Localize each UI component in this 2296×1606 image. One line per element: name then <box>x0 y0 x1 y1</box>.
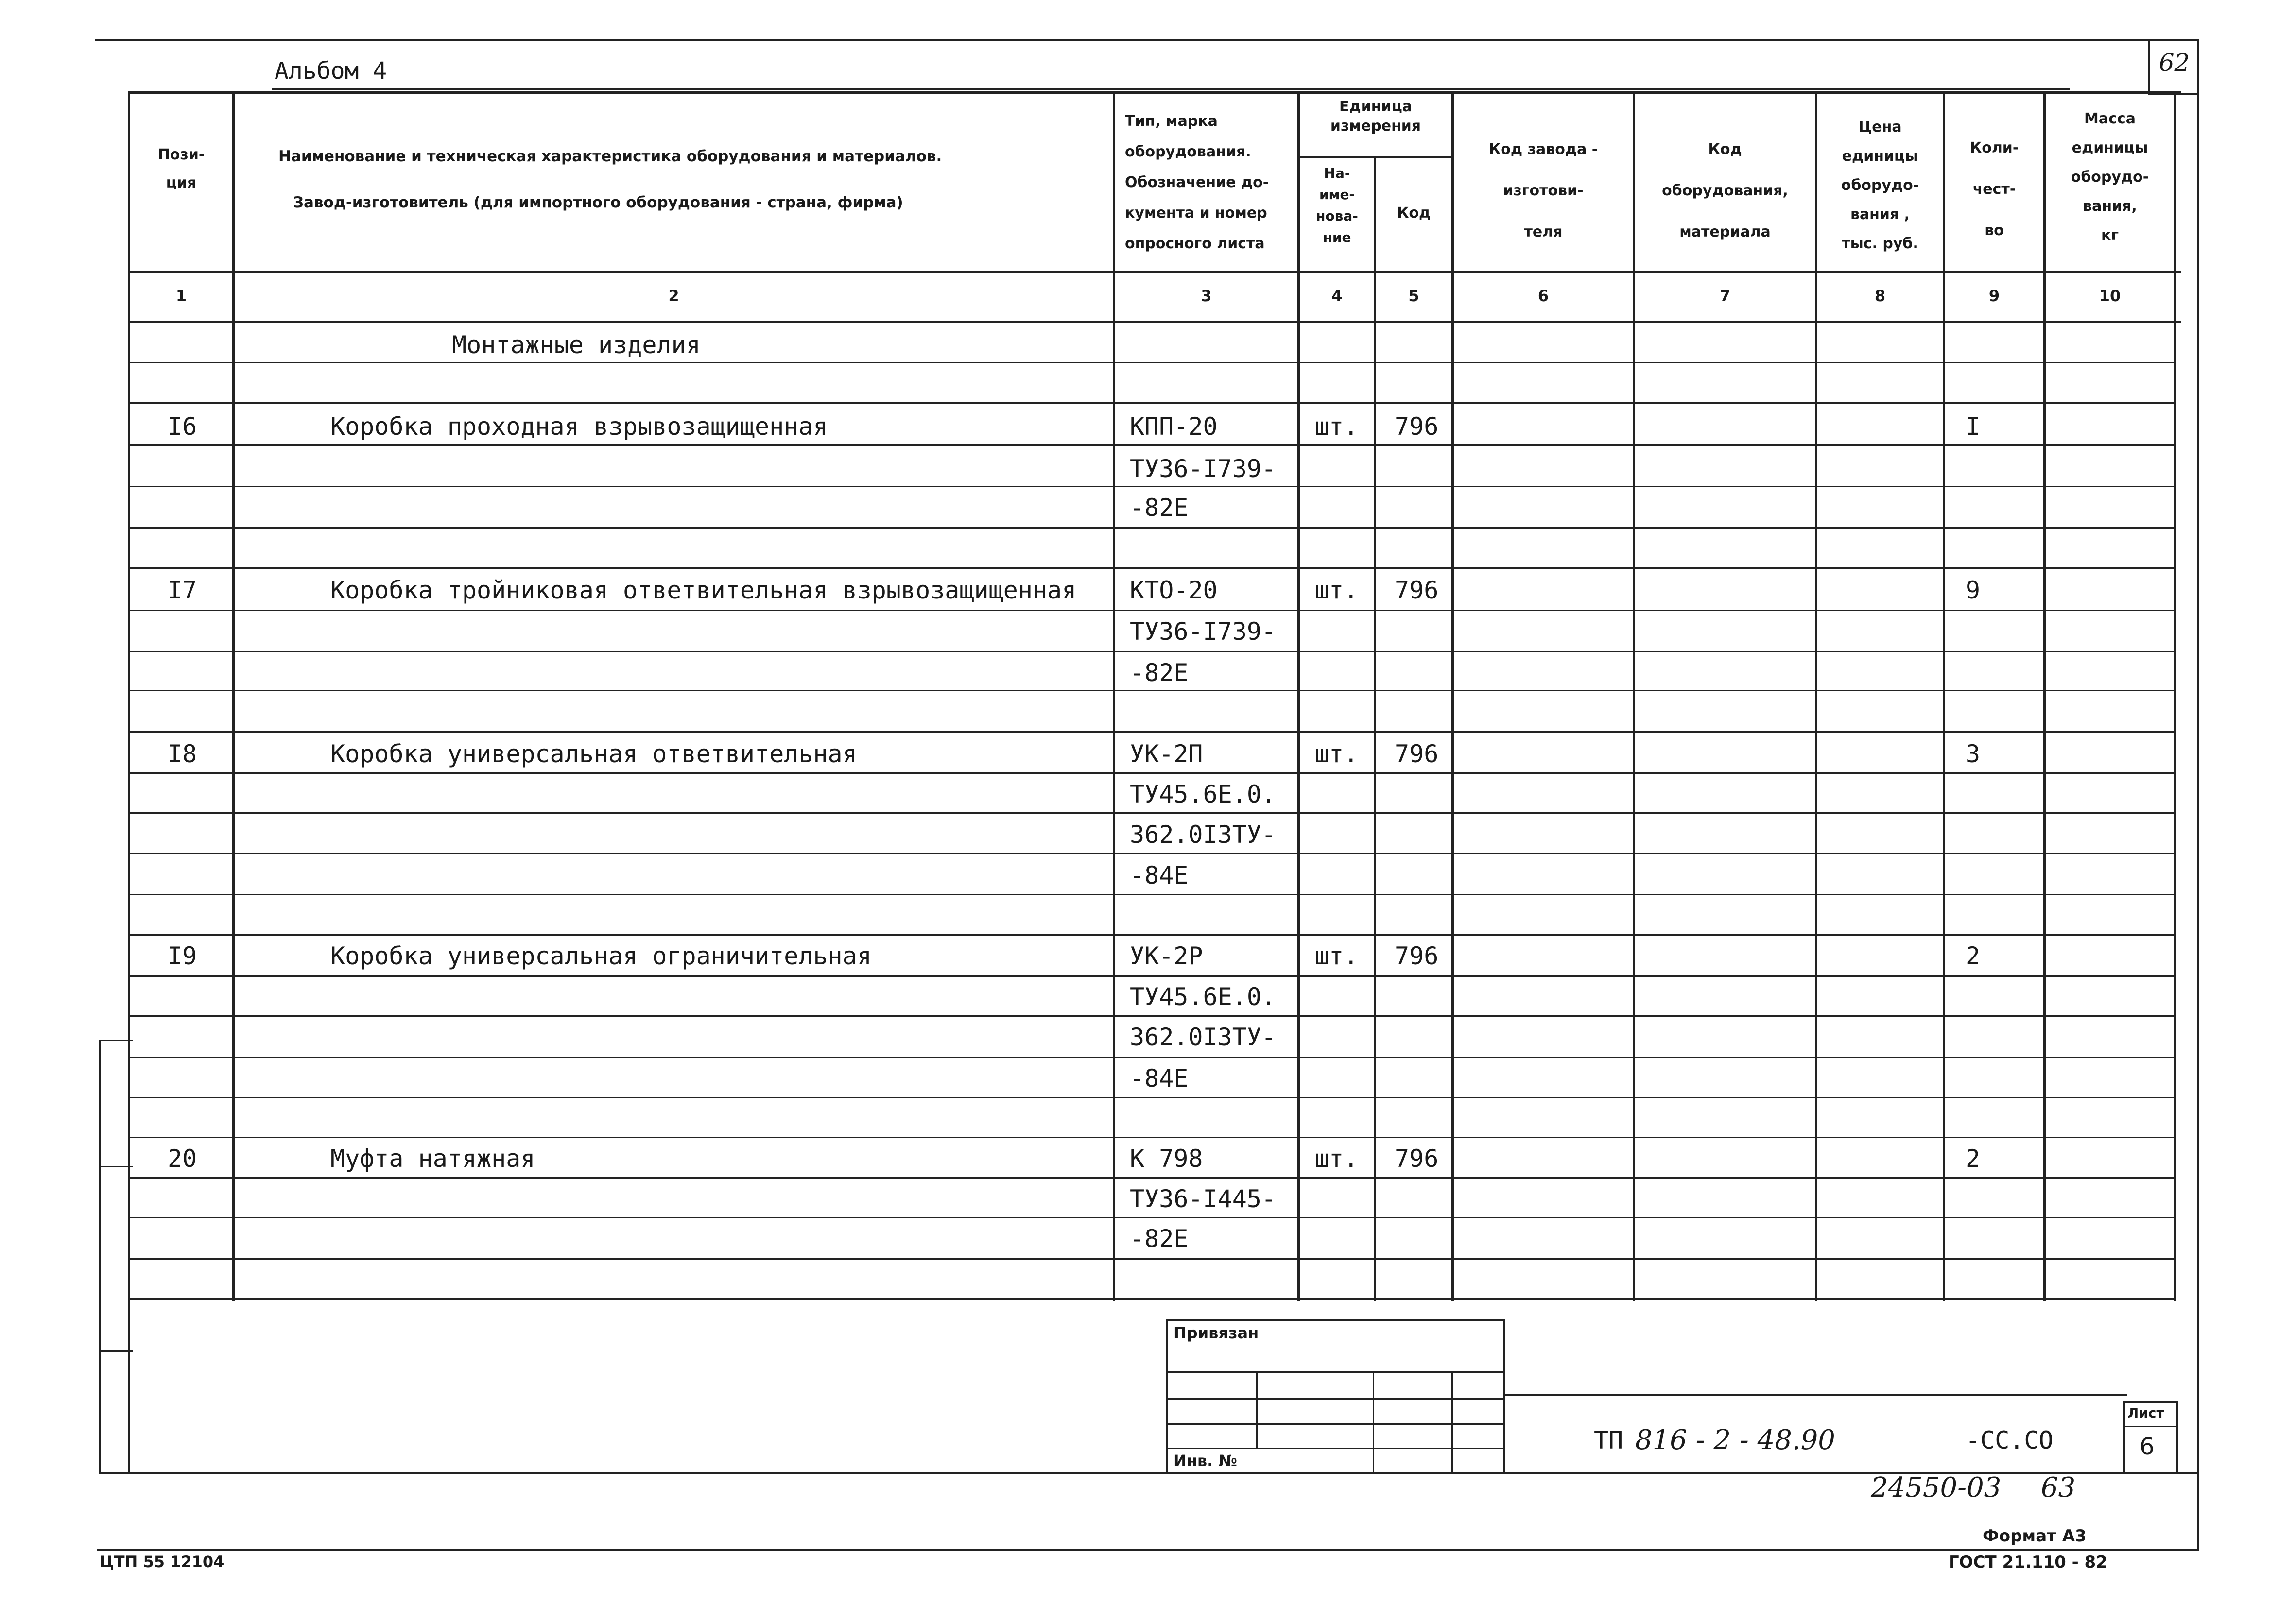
col-line-1 <box>232 91 235 1301</box>
item-type-doc: -84Е <box>1130 861 1189 889</box>
item-quantity: 9 <box>1966 576 1981 604</box>
col-line-5 <box>1451 91 1454 1301</box>
item-type-doc: ТУ45.6Е.0. <box>1130 983 1277 1011</box>
row-line <box>128 486 2176 487</box>
sheet-box-line <box>2123 1401 2178 1403</box>
doc-code-handwritten: 816 - 2 - 48.90 <box>1635 1424 1835 1456</box>
row-line <box>128 402 2176 404</box>
colnum-1: 1 <box>175 287 187 305</box>
page-number: 62 <box>2158 49 2190 77</box>
item-type-doc: ТУ36-I445- <box>1130 1185 1277 1213</box>
row-line <box>128 1015 2176 1017</box>
row-line <box>128 690 2176 691</box>
binding-strip-left <box>99 1040 101 1474</box>
stamp-line <box>1503 1319 1505 1473</box>
item-name: Коробка проходная взрывозащищенная <box>330 412 828 441</box>
row-line <box>128 934 2176 936</box>
section-title: Монтажные изделия <box>452 331 701 359</box>
stamp-line <box>1166 1319 1505 1321</box>
colnum-6: 6 <box>1537 287 1549 305</box>
colnum-5: 5 <box>1408 287 1419 305</box>
footer-left-code: ЦТП 55 12104 <box>100 1553 224 1571</box>
item-name: Коробка универсальная ответвительная <box>330 740 857 768</box>
row-line <box>128 362 2176 363</box>
col-line-7 <box>1815 91 1817 1301</box>
row-line <box>128 1258 2176 1260</box>
row-line <box>128 610 2176 611</box>
item-quantity: 2 <box>1966 942 1981 970</box>
sheet-box-line <box>2123 1401 2125 1473</box>
archive-number: 24550-03 <box>1871 1472 2002 1503</box>
colnum-10: 10 <box>2099 287 2121 305</box>
item-quantity: I <box>1966 412 1981 441</box>
col-line-4 <box>1374 156 1376 1301</box>
footer-gost: ГОСТ 21.110 - 82 <box>1949 1553 2107 1572</box>
right-frame-line <box>2197 40 2199 1551</box>
row-line <box>128 567 2176 569</box>
colnum-7: 7 <box>1719 287 1731 305</box>
row-line <box>128 651 2176 652</box>
item-type-doc: ТУ36-I739- <box>1130 455 1277 483</box>
header-col-mass: Масса единицы оборудо- вания, кг <box>2071 110 2149 244</box>
item-unit: шт. <box>1314 576 1359 604</box>
col-line-6 <box>1633 91 1635 1301</box>
footer-format: Формат А3 <box>1983 1526 2087 1546</box>
item-unit: шт. <box>1314 1145 1359 1173</box>
item-unit-code: 796 <box>1395 576 1439 604</box>
stamp-line <box>1166 1398 1505 1400</box>
header-col-unit-code: Код <box>1397 205 1431 222</box>
item-type-doc: 362.0I3ТУ- <box>1130 820 1277 849</box>
doc-code-suffix: -СС.СО <box>1966 1426 2054 1454</box>
stamp-line <box>1166 1448 1505 1449</box>
item-type: КТО-20 <box>1130 576 1218 604</box>
header-col-type: Тип, марка оборудования. Обозначение до- кумента и номер опросного листа <box>1125 113 1269 252</box>
row-line <box>128 975 2176 977</box>
top-frame-line <box>95 39 2199 41</box>
title-underline <box>272 88 2070 90</box>
item-name: Муфта натяжная <box>330 1145 535 1173</box>
item-type-doc: -82Е <box>1130 1225 1189 1253</box>
header-col-price: Цена единицы оборудо- вания , тыс. руб. <box>1841 119 1919 252</box>
item-type-doc: -82Е <box>1130 659 1189 687</box>
item-position: 20 <box>168 1145 197 1173</box>
item-unit: шт. <box>1314 740 1359 768</box>
header-col-factory-code: Код завода - изготови- теля <box>1488 141 1598 240</box>
item-unit-code: 796 <box>1395 412 1439 441</box>
item-quantity: 2 <box>1966 1145 1981 1173</box>
item-type-doc: ТУ45.6Е.0. <box>1130 780 1277 808</box>
stamp-line <box>1505 1394 2127 1396</box>
item-position: I6 <box>168 412 197 441</box>
row-line <box>128 1177 2176 1179</box>
item-type: КПП-20 <box>1130 412 1218 441</box>
item-position: I7 <box>168 576 197 604</box>
row-line <box>128 853 2176 854</box>
item-position: I8 <box>168 740 197 768</box>
stamp-inv-no: Инв. № <box>1174 1452 1237 1470</box>
header-bottom-line <box>128 271 2181 273</box>
row-line <box>128 772 2176 774</box>
item-quantity: 3 <box>1966 740 1981 768</box>
row-line <box>128 1057 2176 1058</box>
item-position: I9 <box>168 942 197 970</box>
row-line <box>128 812 2176 814</box>
item-unit: шт. <box>1314 942 1359 970</box>
stamp-line <box>1166 1423 1505 1425</box>
col-line-2 <box>1113 91 1115 1301</box>
item-unit-code: 796 <box>1395 1145 1439 1173</box>
item-type-doc: 362.0I3ТУ- <box>1130 1023 1277 1051</box>
row-line <box>128 1217 2176 1218</box>
footer-line <box>97 1549 2199 1551</box>
header-col-position: Пози- ция <box>157 146 205 191</box>
page-number-box-left <box>2148 40 2150 94</box>
header-col-equipment-code: Код оборудования, материала <box>1662 141 1788 240</box>
stamp-line <box>1166 1319 1168 1473</box>
sheet-box-line <box>2176 1401 2178 1473</box>
doc-code-prefix: ТП <box>1594 1426 1623 1454</box>
header-col-unit-name: На- име- нова- ние <box>1316 165 1358 245</box>
item-unit: шт. <box>1314 412 1359 441</box>
item-unit-code: 796 <box>1395 740 1439 768</box>
archive-page: 63 <box>2041 1472 2076 1503</box>
item-type-doc: ТУ36-I739- <box>1130 617 1277 646</box>
table-top-line <box>128 91 2181 94</box>
row-line <box>128 894 2176 895</box>
stamp-line <box>1256 1371 1258 1449</box>
item-unit-code: 796 <box>1395 942 1439 970</box>
col-line-9 <box>2043 91 2046 1301</box>
stamp-privyazan: Привязан <box>1174 1324 1259 1342</box>
stamp-line <box>1166 1371 1505 1373</box>
header-col-unit: Единица измерения <box>1330 98 1421 135</box>
item-type: УК-2П <box>1130 740 1203 768</box>
col-line-10 <box>2174 91 2176 1301</box>
colnum-4: 4 <box>1331 287 1343 305</box>
row-line <box>128 1137 2176 1138</box>
item-name: Коробка тройниковая ответвительная взрывозащищенная <box>330 576 1077 604</box>
colnum-9: 9 <box>1988 287 2000 305</box>
col-line-8 <box>1943 91 1945 1301</box>
header-col-name: Наименование и техническая характеристика оборудования и материалов. Завод-изготовитель (для импортного оборудования - страна, фирма) <box>278 148 942 211</box>
item-type: УК-2Р <box>1130 942 1203 970</box>
colnum-3: 3 <box>1201 287 1212 305</box>
colnum-2: 2 <box>668 287 679 305</box>
item-type-doc: -82Е <box>1130 494 1189 522</box>
item-type: К 798 <box>1130 1145 1203 1173</box>
row-line <box>128 1097 2176 1098</box>
sheet-box-line <box>2123 1426 2178 1427</box>
sheet-label: Лист <box>2127 1405 2164 1421</box>
album-title: Альбом 4 <box>275 57 387 85</box>
row-line <box>128 444 2176 446</box>
sheet-number: 6 <box>2140 1433 2155 1460</box>
header-col-quantity: Коли- чест- во <box>1969 139 2019 239</box>
stamp-line <box>1451 1371 1453 1473</box>
col-line-3 <box>1297 91 1300 1301</box>
item-type-doc: -84Е <box>1130 1064 1189 1093</box>
colnum-bottom-line <box>128 321 2181 323</box>
row-line <box>128 731 2176 733</box>
item-name: Коробка универсальная ограничительная <box>330 942 872 970</box>
row-line <box>128 527 2176 529</box>
colnum-8: 8 <box>1874 287 1886 305</box>
stamp-line <box>1373 1371 1374 1473</box>
table-bottom-line <box>128 1298 2176 1300</box>
